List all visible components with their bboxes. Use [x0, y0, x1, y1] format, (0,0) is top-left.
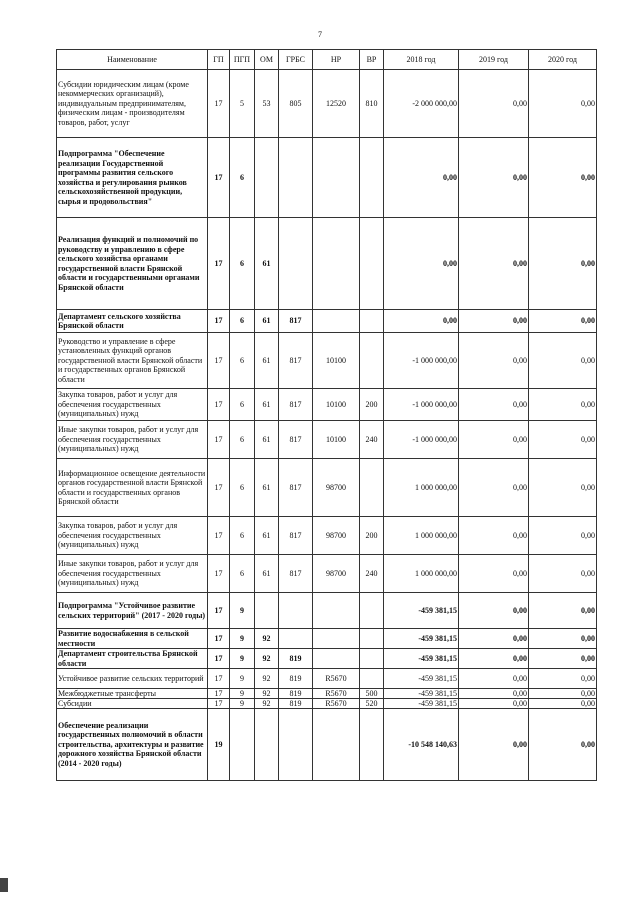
cell-pgp: 9 — [230, 649, 255, 669]
cell-name: Руководство и управление в сфере установленных функций органов государственной власти Брянской области и государственных органов Брянской области — [57, 333, 208, 389]
cell-grbs — [279, 218, 313, 310]
cell-name: Иные закупки товаров, работ и услуг для обеспечения государственных (муниципальных) нужд — [57, 555, 208, 593]
cell-om: 92 — [255, 689, 279, 699]
cell-y2018: 1 000 000,00 — [384, 555, 459, 593]
cell-nr — [313, 310, 360, 333]
cell-grbs: 817 — [279, 421, 313, 459]
cell-nr: 98700 — [313, 517, 360, 555]
table-row — [57, 310, 597, 333]
cell-gp: 17 — [208, 218, 230, 310]
cell-y2018: -2 000 000,00 — [384, 70, 459, 138]
cell-vr — [360, 593, 384, 629]
table-row — [57, 459, 597, 517]
cell-om: 61 — [255, 517, 279, 555]
cell-vr: 810 — [360, 70, 384, 138]
cell-y2019: 0,00 — [459, 649, 529, 669]
cell-gp: 17 — [208, 689, 230, 699]
cell-grbs: 819 — [279, 669, 313, 689]
cell-y2019: 0,00 — [459, 389, 529, 421]
cell-y2018: -459 381,15 — [384, 699, 459, 709]
cell-grbs: 817 — [279, 333, 313, 389]
scan-edge-mark — [0, 878, 8, 892]
cell-nr — [313, 593, 360, 629]
header-pgp: ПГП — [230, 50, 255, 70]
cell-y2019: 0,00 — [459, 593, 529, 629]
cell-name: Иные закупки товаров, работ и услуг для обеспечения государственных (муниципальных) нужд — [57, 421, 208, 459]
cell-pgp: 9 — [230, 629, 255, 649]
cell-nr: 10100 — [313, 421, 360, 459]
cell-gp: 17 — [208, 649, 230, 669]
cell-y2020: 0,00 — [529, 669, 597, 689]
cell-om — [255, 138, 279, 218]
cell-name: Департамент строительства Брянской области — [57, 649, 208, 669]
cell-y2020: 0,00 — [529, 389, 597, 421]
cell-nr: R5670 — [313, 669, 360, 689]
cell-om: 61 — [255, 218, 279, 310]
cell-gp: 17 — [208, 699, 230, 709]
cell-grbs — [279, 593, 313, 629]
cell-y2020: 0,00 — [529, 699, 597, 709]
cell-gp: 17 — [208, 389, 230, 421]
page-number: 7 — [318, 30, 322, 39]
cell-nr — [313, 649, 360, 669]
cell-pgp: 6 — [230, 459, 255, 517]
cell-y2018: -459 381,15 — [384, 669, 459, 689]
cell-pgp: 6 — [230, 333, 255, 389]
cell-om: 92 — [255, 699, 279, 709]
header-2020: 2020 год — [529, 50, 597, 70]
cell-y2020: 0,00 — [529, 138, 597, 218]
cell-y2020: 0,00 — [529, 649, 597, 669]
cell-gp: 17 — [208, 138, 230, 218]
cell-gp: 17 — [208, 593, 230, 629]
cell-y2018: 0,00 — [384, 310, 459, 333]
cell-nr: 98700 — [313, 459, 360, 517]
cell-om: 92 — [255, 649, 279, 669]
header-vr: ВР — [360, 50, 384, 70]
cell-om: 61 — [255, 421, 279, 459]
cell-name: Закупка товаров, работ и услуг для обеспечения государственных (муниципальных) нужд — [57, 389, 208, 421]
cell-nr: 10100 — [313, 389, 360, 421]
table-row — [57, 669, 597, 689]
cell-y2020: 0,00 — [529, 70, 597, 138]
cell-y2018: -459 381,15 — [384, 649, 459, 669]
cell-gp: 17 — [208, 669, 230, 689]
cell-y2018: 1 000 000,00 — [384, 459, 459, 517]
cell-pgp: 6 — [230, 218, 255, 310]
cell-y2018: 1 000 000,00 — [384, 517, 459, 555]
cell-grbs: 805 — [279, 70, 313, 138]
cell-gp: 19 — [208, 709, 230, 781]
cell-name: Департамент сельского хозяйства Брянской области — [57, 310, 208, 333]
cell-gp: 17 — [208, 517, 230, 555]
cell-nr: R5670 — [313, 689, 360, 699]
cell-nr — [313, 709, 360, 781]
header-grbs: ГРБС — [279, 50, 313, 70]
table-row — [57, 555, 597, 593]
cell-y2020: 0,00 — [529, 689, 597, 699]
cell-y2020: 0,00 — [529, 459, 597, 517]
header-name: Наименование — [57, 50, 208, 70]
cell-om — [255, 593, 279, 629]
cell-y2019: 0,00 — [459, 218, 529, 310]
cell-y2019: 0,00 — [459, 310, 529, 333]
cell-y2019: 0,00 — [459, 689, 529, 699]
cell-pgp: 9 — [230, 593, 255, 629]
cell-om: 61 — [255, 459, 279, 517]
table-row — [57, 138, 597, 218]
cell-y2020: 0,00 — [529, 555, 597, 593]
cell-grbs — [279, 709, 313, 781]
cell-nr: R5670 — [313, 699, 360, 709]
cell-gp: 17 — [208, 459, 230, 517]
cell-gp: 17 — [208, 70, 230, 138]
cell-grbs — [279, 629, 313, 649]
cell-y2019: 0,00 — [459, 333, 529, 389]
cell-vr — [360, 709, 384, 781]
header-om: ОМ — [255, 50, 279, 70]
cell-grbs: 817 — [279, 555, 313, 593]
cell-nr: 98700 — [313, 555, 360, 593]
cell-gp: 17 — [208, 310, 230, 333]
cell-y2018: -1 000 000,00 — [384, 333, 459, 389]
table-row — [57, 389, 597, 421]
cell-name: Развитие водоснабжения в сельской местности — [57, 629, 208, 649]
cell-vr — [360, 218, 384, 310]
cell-vr: 200 — [360, 517, 384, 555]
cell-vr — [360, 649, 384, 669]
cell-name: Субсидии — [57, 699, 208, 709]
cell-y2019: 0,00 — [459, 70, 529, 138]
cell-vr — [360, 310, 384, 333]
cell-y2019: 0,00 — [459, 517, 529, 555]
cell-pgp: 5 — [230, 70, 255, 138]
cell-y2019: 0,00 — [459, 555, 529, 593]
cell-y2018: -459 381,15 — [384, 593, 459, 629]
cell-om: 61 — [255, 333, 279, 389]
cell-y2018: -10 548 140,63 — [384, 709, 459, 781]
table-row — [57, 333, 597, 389]
cell-gp: 17 — [208, 629, 230, 649]
cell-name: Субсидии юридическим лицам (кроме некоммерческих организаций), индивидуальным предпринимателям, физическим лицам - производителям товаров, работ, услуг — [57, 70, 208, 138]
cell-name: Реализация функций и полномочий по руководству и управлению в сфере сельского хозяйства органами государственной власти Брянской области и государственными органами Брянской области — [57, 218, 208, 310]
cell-grbs: 817 — [279, 459, 313, 517]
cell-grbs: 819 — [279, 689, 313, 699]
header-nr: НР — [313, 50, 360, 70]
cell-y2018: 0,00 — [384, 138, 459, 218]
cell-vr: 240 — [360, 555, 384, 593]
table-header-row — [57, 50, 597, 70]
cell-vr: 520 — [360, 699, 384, 709]
cell-gp: 17 — [208, 421, 230, 459]
cell-pgp: 6 — [230, 517, 255, 555]
cell-name: Закупка товаров, работ и услуг для обеспечения государственных (муниципальных) нужд — [57, 517, 208, 555]
table-row — [57, 649, 597, 669]
cell-vr: 240 — [360, 421, 384, 459]
cell-y2018: -1 000 000,00 — [384, 421, 459, 459]
cell-nr — [313, 629, 360, 649]
cell-pgp: 6 — [230, 555, 255, 593]
cell-om — [255, 709, 279, 781]
header-2018: 2018 год — [384, 50, 459, 70]
cell-vr — [360, 138, 384, 218]
cell-gp: 17 — [208, 333, 230, 389]
table-row — [57, 517, 597, 555]
cell-y2020: 0,00 — [529, 709, 597, 781]
cell-vr — [360, 459, 384, 517]
cell-grbs — [279, 138, 313, 218]
cell-name: Подпрограмма "Обеспечение реализации Государственной программы развития сельского хозяйства и регулирования рынков сельскохозяйственной продукции, сырья и продовольствия" — [57, 138, 208, 218]
cell-vr: 500 — [360, 689, 384, 699]
cell-y2018: -459 381,15 — [384, 689, 459, 699]
cell-name: Подпрограмма "Устойчивое развитие сельских территорий" (2017 - 2020 годы) — [57, 593, 208, 629]
cell-name: Межбюджетные трансферты — [57, 689, 208, 699]
cell-gp: 17 — [208, 555, 230, 593]
cell-y2020: 0,00 — [529, 310, 597, 333]
cell-grbs: 817 — [279, 310, 313, 333]
cell-name: Устойчивое развитие сельских территорий — [57, 669, 208, 689]
cell-pgp: 6 — [230, 310, 255, 333]
cell-nr — [313, 218, 360, 310]
cell-y2019: 0,00 — [459, 699, 529, 709]
cell-name: Обеспечение реализации государственных полномочий в области строительства, архитектуры и развитие дорожного хозяйства Брянской области (2014 - 2020 годы) — [57, 709, 208, 781]
cell-y2020: 0,00 — [529, 593, 597, 629]
cell-pgp: 9 — [230, 699, 255, 709]
cell-y2019: 0,00 — [459, 709, 529, 781]
cell-om: 92 — [255, 669, 279, 689]
cell-pgp: 6 — [230, 421, 255, 459]
cell-vr — [360, 333, 384, 389]
cell-om: 61 — [255, 310, 279, 333]
cell-y2020: 0,00 — [529, 218, 597, 310]
cell-pgp — [230, 709, 255, 781]
cell-vr — [360, 669, 384, 689]
cell-vr: 200 — [360, 389, 384, 421]
cell-y2019: 0,00 — [459, 629, 529, 649]
table-row — [57, 699, 597, 709]
cell-y2020: 0,00 — [529, 421, 597, 459]
cell-y2018: -1 000 000,00 — [384, 389, 459, 421]
table-row — [57, 593, 597, 629]
table-row — [57, 689, 597, 699]
header-2019: 2019 год — [459, 50, 529, 70]
table-row — [57, 70, 597, 138]
table-row — [57, 709, 597, 781]
table-row — [57, 218, 597, 310]
cell-nr: 10100 — [313, 333, 360, 389]
cell-y2018: 0,00 — [384, 218, 459, 310]
cell-om: 92 — [255, 629, 279, 649]
table-row — [57, 421, 597, 459]
cell-grbs: 819 — [279, 699, 313, 709]
budget-table — [56, 49, 597, 781]
cell-y2020: 0,00 — [529, 517, 597, 555]
cell-nr: 12520 — [313, 70, 360, 138]
cell-grbs: 817 — [279, 389, 313, 421]
cell-om: 53 — [255, 70, 279, 138]
cell-y2019: 0,00 — [459, 669, 529, 689]
cell-pgp: 9 — [230, 669, 255, 689]
cell-y2020: 0,00 — [529, 629, 597, 649]
cell-y2020: 0,00 — [529, 333, 597, 389]
header-gp: ГП — [208, 50, 230, 70]
cell-pgp: 6 — [230, 389, 255, 421]
cell-y2019: 0,00 — [459, 421, 529, 459]
cell-om: 61 — [255, 389, 279, 421]
cell-name: Информационное освещение деятельности органов государственной власти Брянской области и государственных органов Брянской области — [57, 459, 208, 517]
cell-y2019: 0,00 — [459, 459, 529, 517]
cell-y2018: -459 381,15 — [384, 629, 459, 649]
cell-vr — [360, 629, 384, 649]
cell-nr — [313, 138, 360, 218]
table-row — [57, 629, 597, 649]
cell-grbs: 819 — [279, 649, 313, 669]
cell-om: 61 — [255, 555, 279, 593]
cell-pgp: 9 — [230, 689, 255, 699]
cell-grbs: 817 — [279, 517, 313, 555]
cell-pgp: 6 — [230, 138, 255, 218]
cell-y2019: 0,00 — [459, 138, 529, 218]
